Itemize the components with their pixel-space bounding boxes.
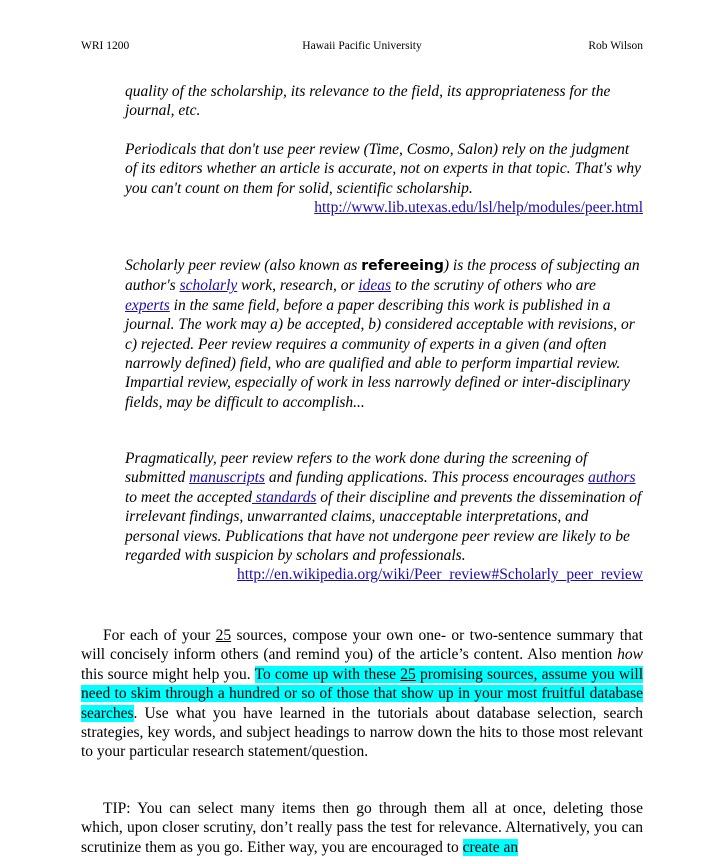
block-quote-4 bbox=[125, 449, 643, 585]
paragraph-summary-instructions bbox=[81, 626, 643, 762]
source-count: 25 bbox=[215, 627, 232, 644]
link-experts[interactable]: experts bbox=[125, 296, 170, 314]
para-1-text: this source might help you. bbox=[81, 665, 255, 683]
block-quote-1 bbox=[125, 82, 643, 121]
quote-4-text: of their discipline and prevents the dissemination of irrelevant findings, unwarranted claims, unacceptable interpretations, and personal views. Publications that have not undergone peer review are likely to be regarded with suspicion by scholars and professionals. bbox=[125, 488, 642, 565]
quote-1-text: quality of the scholarship, its relevance to the field, its appropriateness for the journal, etc. bbox=[125, 83, 611, 120]
emphasis-how: how bbox=[617, 646, 643, 664]
page-header bbox=[81, 38, 643, 54]
quote-4-source-link[interactable]: http://en.wikipedia.org/wiki/Peer_review#Scholarly_peer_review bbox=[236, 566, 643, 584]
quote-3-text: to the scrutiny of others who are bbox=[391, 277, 596, 295]
quote-3-text: work, research, or bbox=[237, 277, 359, 295]
para-1-text: . Use what you have learned in the tutorials about database selection, search strategies, key words, and subject headings to narrow down the hits to those most relevant to your particular research statement/question. bbox=[81, 704, 643, 761]
link-standards[interactable]: standards bbox=[251, 488, 317, 506]
quote-4-text: and funding applications. This process encourages bbox=[264, 469, 589, 487]
quote-2-text: Periodicals that don't use peer review (Time, Cosmo, Salon) rely on the judgment of its editors whether an article is accurate, not on experts in that topic. That's why you can't count on them for solid, scientific scholarship. bbox=[125, 141, 642, 197]
term-refereeing: refereeing bbox=[361, 258, 444, 274]
link-scholarly[interactable]: scholarly bbox=[179, 277, 238, 295]
highlight-2: create an bbox=[462, 838, 519, 856]
highlighted-text: To come up with these bbox=[254, 665, 401, 683]
header-institution: Hawaii Pacific University bbox=[302, 40, 422, 52]
quote-4-text: to meet the accepted bbox=[125, 488, 252, 506]
quote-3-text: in the same field, before a paper describing this work is published in a journal. The work may a) be accepted, b) considered acceptable with revisions, or c) rejected. Peer review requires a community of experts in a given (and often narrowly defined) field, who are qualified and able to perform impartial review. Impartial review, especially of work in less narrowly defined or inter-disciplinary fields, may be difficult to accomplish... bbox=[125, 296, 635, 411]
quote-3-text: Scholarly peer review (also known as bbox=[125, 257, 362, 274]
source-count-highlighted: 25 bbox=[400, 665, 416, 683]
block-quote-2 bbox=[125, 140, 643, 218]
quote-3-text: ) is the process of subjecting an author's bbox=[125, 257, 640, 295]
para-2-text: TIP: You can select many items then go through them all at once, deleting those which, upon closer scrutiny, don’t really pass the test for relevance. Alternatively, you can scrutinize them as you go. Either way, you are encouraged to bbox=[81, 800, 643, 856]
highlighted-text: promising sources, assume you will need to skim through a hundred or so of those that show up in your most fruitful database searches bbox=[81, 665, 644, 722]
link-manuscripts[interactable]: manuscripts bbox=[189, 469, 265, 487]
para-1-text: sources, compose your own one- or two-sentence summary that will concisely inform others (and remind you) of the article’s content. Also mention bbox=[81, 627, 643, 664]
header-course: WRI 1200 bbox=[81, 40, 130, 52]
link-authors[interactable]: authors bbox=[588, 469, 636, 487]
link-ideas[interactable]: ideas bbox=[358, 277, 392, 295]
para-1-text: For each of your bbox=[103, 627, 216, 644]
block-quote-3 bbox=[125, 256, 643, 412]
quote-4-text: Pragmatically, peer review refers to the work done during the screening of submitted bbox=[125, 450, 588, 487]
paragraph-tip bbox=[81, 799, 643, 857]
quote-2-source-link[interactable]: http://www.lib.utexas.edu/lsl/help/modules/peer.html bbox=[314, 199, 643, 217]
header-author: Rob Wilson bbox=[588, 40, 643, 52]
